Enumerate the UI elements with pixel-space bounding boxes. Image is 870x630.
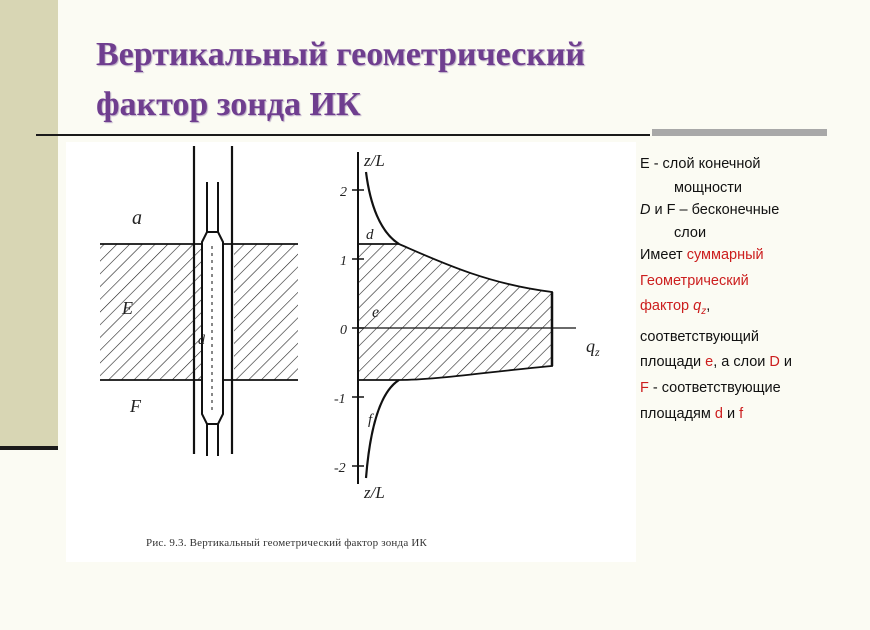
geometric-factor-diagram: [66, 142, 636, 562]
para-D-F: D и F – бесконечные слои: [640, 201, 780, 242]
para-line-3: Имеет суммарный: [640, 247, 764, 264]
tick-minus-1: -1: [334, 392, 346, 407]
axis-label-top: z/L: [364, 151, 385, 170]
para-line-9: площадям d и f: [640, 405, 744, 422]
figure-caption: Рис. 9.3. Вертикальный геометрический фактор зонда ИК: [146, 537, 428, 549]
probe: [202, 182, 223, 456]
layer-E-right: [234, 244, 298, 380]
title-rule: [36, 134, 650, 136]
para-line-4: Геометрический: [640, 272, 749, 289]
left-accent-bar: [0, 0, 58, 450]
slide-title: [96, 30, 816, 130]
tick-1: 1: [340, 254, 347, 269]
axis-label-bottom: z/L: [364, 483, 385, 502]
tick-2: 2: [340, 185, 347, 200]
para-line-7: площади e, а слои D и: [640, 354, 793, 371]
para-line-8: F - соответствующие: [640, 380, 781, 397]
area-label-e: e: [372, 304, 380, 321]
title-line-2: фактор зонда ИК: [96, 86, 361, 123]
axis-label-q: $q_z$: [586, 336, 600, 359]
area-label-f: f: [368, 412, 373, 428]
para-E: E - слой конечной мощности: [640, 156, 761, 196]
label-E: E: [122, 298, 133, 318]
para-line-6: соответствующий: [640, 328, 759, 345]
title-line-1: Вертикальный геометрический: [96, 36, 586, 73]
tick-minus-2: -2: [334, 461, 346, 476]
para-line-5: фактор $q_z$,: [640, 298, 711, 318]
title-rule-accent: [652, 129, 827, 136]
area-e: [358, 244, 552, 380]
left-accent-line: [0, 446, 58, 450]
label-a: a: [132, 207, 142, 229]
curve-lower-tail: [366, 380, 399, 478]
layer-E-left: [100, 244, 204, 380]
tick-0: 0: [340, 323, 347, 338]
probe-label: d: [198, 333, 205, 348]
area-label-d: d: [366, 227, 374, 243]
figure-panel: [66, 142, 636, 562]
label-F: F: [130, 396, 141, 416]
explanation-text: [640, 152, 868, 427]
